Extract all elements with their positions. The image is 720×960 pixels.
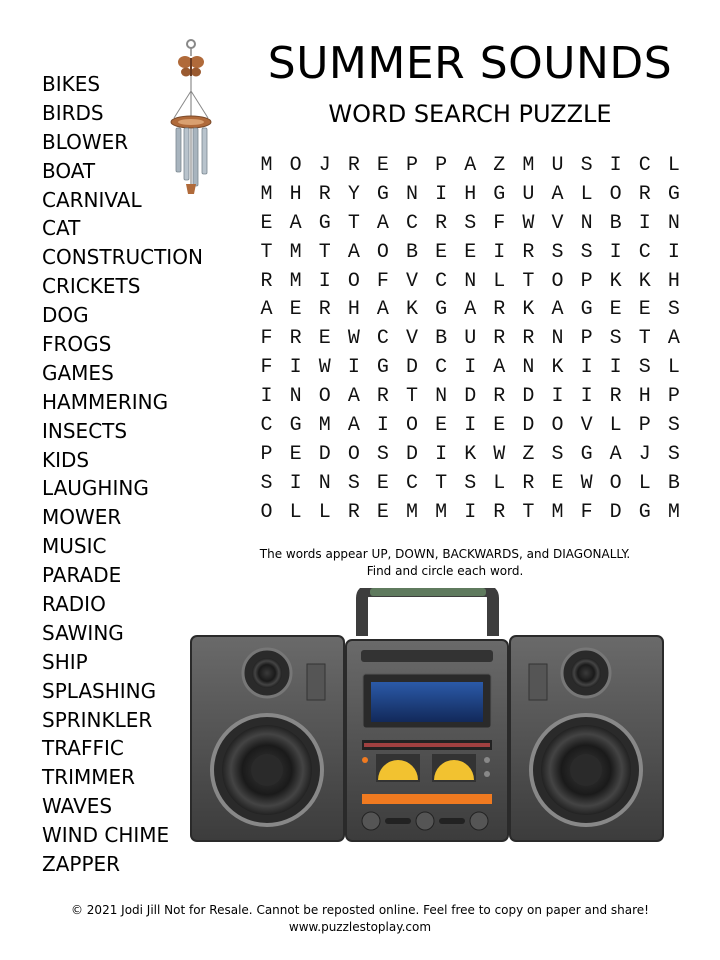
grid-letter: L <box>289 500 302 524</box>
grid-letter: R <box>260 269 273 293</box>
grid-letter: K <box>464 442 477 466</box>
grid-letter: O <box>406 414 419 438</box>
grid-letter: P <box>406 154 419 177</box>
instructions-line: The words appear UP, DOWN, BACKWARDS, and DIAGONALLY. <box>259 547 631 561</box>
grid-letter: L <box>318 500 331 524</box>
grid-row <box>252 470 688 499</box>
grid-letter: B <box>435 327 448 351</box>
word-item: INSECTS <box>42 418 128 443</box>
grid-letter: D <box>406 356 419 380</box>
grid-letter: E <box>464 240 477 264</box>
grid-letter: N <box>464 269 477 293</box>
word-item: GAMES <box>42 360 114 385</box>
grid-letter: K <box>522 298 535 322</box>
grid-letter: N <box>318 471 331 495</box>
word-item: HAMMERING <box>42 389 169 414</box>
grid-letter: F <box>260 327 273 351</box>
grid-letter: S <box>580 240 593 264</box>
grid-letter: I <box>464 356 477 380</box>
word-item: KIDS <box>42 447 90 472</box>
grid-letter: W <box>580 471 593 495</box>
grid-letter: C <box>638 240 651 264</box>
grid-letter: I <box>580 385 593 409</box>
word-item: PARADE <box>42 563 122 588</box>
grid-letter: S <box>580 154 593 177</box>
grid-letter: S <box>347 471 360 495</box>
grid-letter: R <box>493 385 506 409</box>
grid-letter: H <box>464 182 477 206</box>
grid-letter: A <box>551 298 564 322</box>
grid-letter: L <box>667 356 680 380</box>
word-item: TRIMMER <box>42 765 136 790</box>
footer <box>0 902 720 936</box>
grid-letter: B <box>406 240 419 264</box>
grid-letter: C <box>376 327 389 351</box>
word-item: CAT <box>42 216 81 241</box>
word-item: BIRDS <box>42 100 104 125</box>
grid-letter: W <box>522 211 535 235</box>
grid-letter: I <box>638 211 651 235</box>
grid-letter: I <box>609 240 622 264</box>
grid-letter: S <box>667 298 680 322</box>
grid-letter: E <box>435 414 448 438</box>
grid-letter: P <box>638 414 651 438</box>
word-item: WAVES <box>42 794 113 819</box>
grid-letter: O <box>318 385 331 409</box>
grid-letter: U <box>464 327 477 351</box>
grid-letter: R <box>493 327 506 351</box>
grid-letter: S <box>464 471 477 495</box>
grid-row <box>252 383 688 412</box>
grid-letter: N <box>667 211 680 235</box>
word-item: CARNIVAL <box>42 187 142 212</box>
grid-letter: E <box>609 298 622 322</box>
grid-letter: R <box>522 327 535 351</box>
grid-letter: M <box>551 500 564 524</box>
word-item: SHIP <box>42 649 88 674</box>
grid-letter: C <box>406 471 419 495</box>
grid-letter: O <box>551 414 564 438</box>
grid-row <box>252 239 688 268</box>
grid-letter: E <box>551 471 564 495</box>
grid-letter: S <box>638 356 651 380</box>
grid-letter: H <box>289 182 302 206</box>
grid-letter: W <box>318 356 331 380</box>
grid-letter: N <box>435 385 448 409</box>
grid-letter: E <box>289 298 302 322</box>
grid-letter: L <box>609 414 622 438</box>
grid-letter: S <box>609 327 622 351</box>
grid-letter: E <box>318 327 331 351</box>
grid-letter: T <box>522 500 535 524</box>
grid-letter: D <box>406 442 419 466</box>
grid-letter: R <box>376 385 389 409</box>
grid-letter: U <box>551 154 564 177</box>
grid-letter: P <box>580 269 593 293</box>
grid-letter: I <box>318 269 331 293</box>
grid-letter: I <box>289 471 302 495</box>
grid-letter: A <box>667 327 680 351</box>
grid-letter: S <box>667 442 680 466</box>
grid-letter: C <box>435 269 448 293</box>
grid-letter: P <box>667 385 680 409</box>
grid-row <box>252 412 688 441</box>
grid-letter: M <box>406 500 419 524</box>
grid-letter: D <box>609 500 622 524</box>
grid-letter: T <box>522 269 535 293</box>
grid-letter: Z <box>493 154 506 177</box>
grid-letter: R <box>522 471 535 495</box>
grid-letter: N <box>522 356 535 380</box>
grid-letter: A <box>347 414 360 438</box>
grid-letter: N <box>406 182 419 206</box>
grid-letter: A <box>260 298 273 322</box>
word-item: SAWING <box>42 620 124 645</box>
letter-grid <box>252 152 688 528</box>
grid-letter: V <box>551 211 564 235</box>
grid-letter: S <box>551 240 564 264</box>
grid-letter: G <box>580 442 593 466</box>
grid-letter: N <box>289 385 302 409</box>
grid-letter: G <box>318 211 331 235</box>
grid-letter: W <box>347 327 360 351</box>
grid-letter: G <box>580 298 593 322</box>
grid-letter: H <box>667 269 680 293</box>
grid-letter: V <box>580 414 593 438</box>
grid-letter: A <box>464 154 477 177</box>
grid-row <box>252 296 688 325</box>
grid-letter: A <box>376 298 389 322</box>
grid-letter: V <box>406 327 419 351</box>
word-item: LAUGHING <box>42 476 149 501</box>
grid-letter: I <box>435 442 448 466</box>
grid-letter: I <box>347 356 360 380</box>
grid-letter: G <box>493 182 506 206</box>
grid-letter: N <box>551 327 564 351</box>
grid-letter: E <box>638 298 651 322</box>
grid-letter: R <box>347 500 360 524</box>
grid-letter: T <box>435 471 448 495</box>
grid-letter: I <box>551 385 564 409</box>
grid-letter: A <box>376 211 389 235</box>
grid-letter: E <box>376 154 389 177</box>
word-item: SPRINKLER <box>42 707 153 732</box>
word-item: CRICKETS <box>42 274 141 299</box>
word-item: FROGS <box>42 332 112 357</box>
grid-letter: A <box>347 385 360 409</box>
grid-letter: M <box>260 154 273 177</box>
grid-letter: E <box>435 240 448 264</box>
grid-letter: R <box>289 327 302 351</box>
grid-letter: I <box>580 356 593 380</box>
grid-letter: K <box>609 269 622 293</box>
grid-letter: I <box>289 356 302 380</box>
grid-row <box>252 268 688 297</box>
grid-letter: I <box>464 414 477 438</box>
grid-letter: R <box>493 500 506 524</box>
grid-letter: O <box>551 269 564 293</box>
grid-letter: L <box>638 471 651 495</box>
grid-letter: R <box>609 385 622 409</box>
grid-letter: B <box>609 211 622 235</box>
grid-letter: R <box>318 298 331 322</box>
grid-letter: P <box>580 327 593 351</box>
grid-letter: I <box>493 240 506 264</box>
grid-letter: M <box>435 500 448 524</box>
grid-letter: C <box>638 154 651 177</box>
grid-row <box>252 152 688 181</box>
word-item: DOG <box>42 303 89 328</box>
grid-letter: N <box>580 211 593 235</box>
grid-letter: E <box>289 442 302 466</box>
grid-letter: D <box>522 385 535 409</box>
grid-letter: T <box>260 240 273 264</box>
grid-letter: M <box>260 182 273 206</box>
grid-row <box>252 354 688 383</box>
grid-letter: F <box>376 269 389 293</box>
grid-letter: U <box>522 182 535 206</box>
grid-letter: C <box>435 356 448 380</box>
wind-chime-icon <box>164 36 224 201</box>
grid-row <box>252 210 688 239</box>
grid-letter: L <box>493 269 506 293</box>
grid-letter: A <box>464 298 477 322</box>
grid-letter: S <box>464 211 477 235</box>
grid-row <box>252 441 688 470</box>
grid-letter: O <box>347 269 360 293</box>
grid-letter: R <box>522 240 535 264</box>
grid-letter: F <box>493 211 506 235</box>
grid-letter: T <box>347 211 360 235</box>
grid-letter: Y <box>347 182 360 206</box>
grid-row <box>252 499 688 528</box>
grid-letter: B <box>667 471 680 495</box>
grid-letter: T <box>318 240 331 264</box>
grid-letter: I <box>667 240 680 264</box>
grid-letter: R <box>347 154 360 177</box>
grid-letter: E <box>376 471 389 495</box>
boombox-icon <box>190 588 665 844</box>
word-item: CONSTRUCTION <box>42 245 203 270</box>
grid-letter: O <box>260 500 273 524</box>
grid-letter: G <box>289 414 302 438</box>
grid-letter: E <box>260 211 273 235</box>
grid-letter: K <box>551 356 564 380</box>
grid-letter: C <box>260 414 273 438</box>
grid-letter: P <box>260 442 273 466</box>
copyright-text: © 2021 Jodi Jill Not for Resale. Cannot be reposted online. Feel free to copy on paper and share! <box>70 903 649 917</box>
grid-letter: G <box>667 182 680 206</box>
grid-letter: A <box>289 211 302 235</box>
grid-letter: L <box>493 471 506 495</box>
grid-letter: S <box>376 442 389 466</box>
grid-letter: L <box>580 182 593 206</box>
grid-letter: S <box>551 442 564 466</box>
page-title: SUMMER SOUNDS <box>267 38 673 89</box>
grid-letter: I <box>260 385 273 409</box>
grid-letter: D <box>318 442 331 466</box>
grid-letter: E <box>493 414 506 438</box>
grid-letter: G <box>376 182 389 206</box>
grid-letter: M <box>289 269 302 293</box>
grid-letter: M <box>318 414 331 438</box>
grid-letter: K <box>638 269 651 293</box>
word-item: RADIO <box>42 592 106 617</box>
grid-letter: A <box>609 442 622 466</box>
grid-letter: I <box>609 356 622 380</box>
grid-letter: J <box>318 154 331 177</box>
word-item: WIND CHIME <box>42 823 170 848</box>
word-item: BOAT <box>42 158 96 183</box>
grid-letter: R <box>493 298 506 322</box>
grid-letter: G <box>376 356 389 380</box>
word-item: BIKES <box>42 72 101 96</box>
grid-letter: R <box>638 182 651 206</box>
grid-letter: M <box>289 240 302 264</box>
word-item: BLOWER <box>42 129 129 154</box>
grid-letter: S <box>260 471 273 495</box>
grid-letter: O <box>609 182 622 206</box>
grid-letter: H <box>347 298 360 322</box>
grid-letter: S <box>667 414 680 438</box>
grid-letter: G <box>638 500 651 524</box>
grid-letter: D <box>464 385 477 409</box>
grid-letter: F <box>260 356 273 380</box>
grid-letter: I <box>376 414 389 438</box>
word-item: ZAPPER <box>42 852 121 877</box>
grid-letter: A <box>551 182 564 206</box>
grid-letter: W <box>493 442 506 466</box>
grid-letter: L <box>667 154 680 177</box>
grid-letter: T <box>406 385 419 409</box>
grid-letter: I <box>609 154 622 177</box>
grid-letter: T <box>638 327 651 351</box>
grid-letter: A <box>347 240 360 264</box>
grid-letter: I <box>435 182 448 206</box>
grid-letter: R <box>318 182 331 206</box>
grid-letter: F <box>580 500 593 524</box>
grid-letter: M <box>522 154 535 177</box>
grid-letter: C <box>406 211 419 235</box>
grid-letter: O <box>376 240 389 264</box>
grid-letter: O <box>609 471 622 495</box>
grid-letter: K <box>406 298 419 322</box>
grid-letter: G <box>435 298 448 322</box>
grid-letter: D <box>522 414 535 438</box>
grid-row <box>252 325 688 354</box>
grid-letter: M <box>667 500 680 524</box>
grid-letter: O <box>347 442 360 466</box>
instructions <box>240 546 650 580</box>
grid-letter: H <box>638 385 651 409</box>
grid-letter: O <box>289 154 302 177</box>
grid-letter: J <box>638 442 651 466</box>
grid-letter: E <box>376 500 389 524</box>
word-item: SPLASHING <box>42 678 157 703</box>
grid-letter: Z <box>522 442 535 466</box>
website-link[interactable]: www.puzzlestoplay.com <box>288 920 432 934</box>
grid-letter: P <box>435 154 448 177</box>
grid-letter: R <box>435 211 448 235</box>
word-item: MUSIC <box>42 534 107 559</box>
instructions-line: Find and circle each word. <box>366 564 524 578</box>
grid-letter: I <box>464 500 477 524</box>
word-item: MOWER <box>42 505 122 530</box>
grid-letter: V <box>406 269 419 293</box>
word-item: TRAFFIC <box>42 736 124 761</box>
grid-letter: A <box>493 356 506 380</box>
page-subtitle: WORD SEARCH PUZZLE <box>328 100 612 128</box>
grid-row <box>252 181 688 210</box>
